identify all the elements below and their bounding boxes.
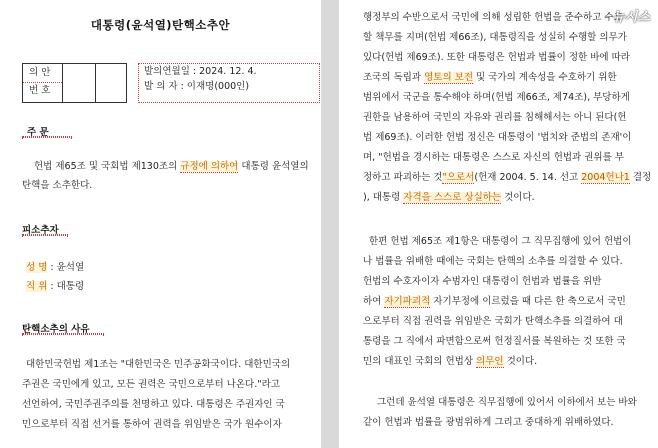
- reason-text-line: 주권은 국민에게 있고, 모든 권력은 국민으로부터 나온다."라고: [22, 379, 280, 390]
- right-document-page: [339, 0, 658, 448]
- body-text-line: ), 대통령 자격을 스스로 상실하는 것이다.: [363, 192, 535, 203]
- body-text-line: 있다(헌법 제69조). 또한 대통령은 헌법과 법률이 정한 바에 따라: [363, 52, 630, 63]
- body-text-line: 헌법의 수호자이자 수범자인 대통령이 헌법과 법률을 위반: [363, 276, 602, 287]
- table-divider: [23, 82, 62, 83]
- heading-underline: [22, 234, 68, 236]
- heading-underline: [22, 333, 104, 335]
- page-gap: [321, 0, 339, 448]
- body-text-line: 으로부터 직접 권력을 위임받은 국회가 탄핵소추를 의결하여 대: [363, 316, 623, 327]
- body-text-line: 며, "헌법을 경시하는 대통령은 스스로 자신의 헌법과 권위를 부: [363, 152, 624, 163]
- proposer: 발 의 자 : 이재명(000인): [144, 81, 250, 92]
- accused-position: 직 위 : 대통령: [26, 281, 85, 292]
- accused-name: 성 명 : 윤석열: [26, 262, 85, 273]
- news-watermark-logo: 뉴시스: [612, 10, 650, 25]
- reason-text-line: 대한민국헌법 제1조는 "대한민국은 민주공화국이다. 대한민국의: [26, 359, 291, 370]
- body-text-line: 민의 대표인 국회의 헌법상 의무인 것이다.: [363, 356, 538, 367]
- bill-number-label: 의 안: [29, 67, 51, 78]
- body-text-line: 통령을 그 직에서 파면함으로써 헌정질서를 복원하는 것 또한 국: [363, 336, 626, 347]
- section-heading-reason: 탄핵소추의 사유: [22, 324, 90, 335]
- reason-text-line: 선언하여, 국민주권주의를 천명하고 있다. 대통령은 주권자인 국: [22, 399, 285, 410]
- body-text-line: 정하고 파괴하는 것"으로서(헌재 2004. 5. 14. 선고 2004헌나1 결정: [363, 172, 652, 183]
- main-text-line: 탄핵을 소추한다.: [22, 180, 93, 191]
- body-text-line: 한편 헌법 제65조 제1항은 대통령이 그 직무집행에 있어 헌법이: [369, 236, 632, 247]
- body-text-line: 할 책무를 지며(헌법 제66조), 대통령직을 성실히 수행할 의무가: [363, 32, 627, 43]
- body-text-line: 그런데 윤석열 대통령은 직무집행에 있어서 이하에서 보는 바와: [377, 397, 637, 408]
- body-text-line: 나 법률을 위배한 때에는 국회는 탄핵의 소추를 의결할 수 있다.: [363, 256, 623, 267]
- document-title: 대통령(윤석열)탄핵소추안: [90, 18, 231, 32]
- section-heading-accused: 피소추자: [22, 225, 59, 236]
- body-text-line: 같이 헌법과 법률을 광범위하게 그리고 중대하게 위배하였다.: [363, 417, 614, 428]
- bill-number-label: 번 호: [29, 85, 51, 96]
- reason-text-line: 민으로부터 직접 선거를 통하여 권력을 위임받은 국가 원수이자: [22, 419, 282, 430]
- main-text-line: 헌법 제65조 및 국회법 제130조의 규정에 의하여 대통령 윤석열의: [34, 161, 309, 172]
- body-text-line: 법 제69조). 이러한 헌법 정신은 대통령이 '법치와 준법의 존재'이: [363, 132, 632, 143]
- body-text-line: 조국의 독립과 영토의 보전 및 국가의 계속성을 수호하기 위한: [363, 72, 617, 83]
- heading-underline: [22, 136, 72, 138]
- body-text-line: 하여 자기파괴적 자기부정에 이르렀을 때 다른 한 축으로서 국민: [363, 296, 626, 307]
- body-text-line: 행정부의 수반으로서 국민에 의해 성립한 헌법을 준수하고 수호: [363, 12, 623, 23]
- table-divider: [95, 64, 96, 102]
- body-text-line: 권한을 남용하여 국민의 자유와 권리를 침해해서는 아니 된다(헌: [363, 112, 627, 123]
- section-heading-main: 주 문: [27, 127, 49, 138]
- proposal-date: 발의연월일 : 2024. 12. 4.: [144, 66, 257, 77]
- body-text-line: 범위에서 국군을 통수해야 하며(헌법 제66조, 제74조), 부당하게: [363, 92, 630, 103]
- bill-number-table: [22, 63, 127, 103]
- table-divider: [62, 64, 63, 102]
- left-document-page: [0, 0, 321, 448]
